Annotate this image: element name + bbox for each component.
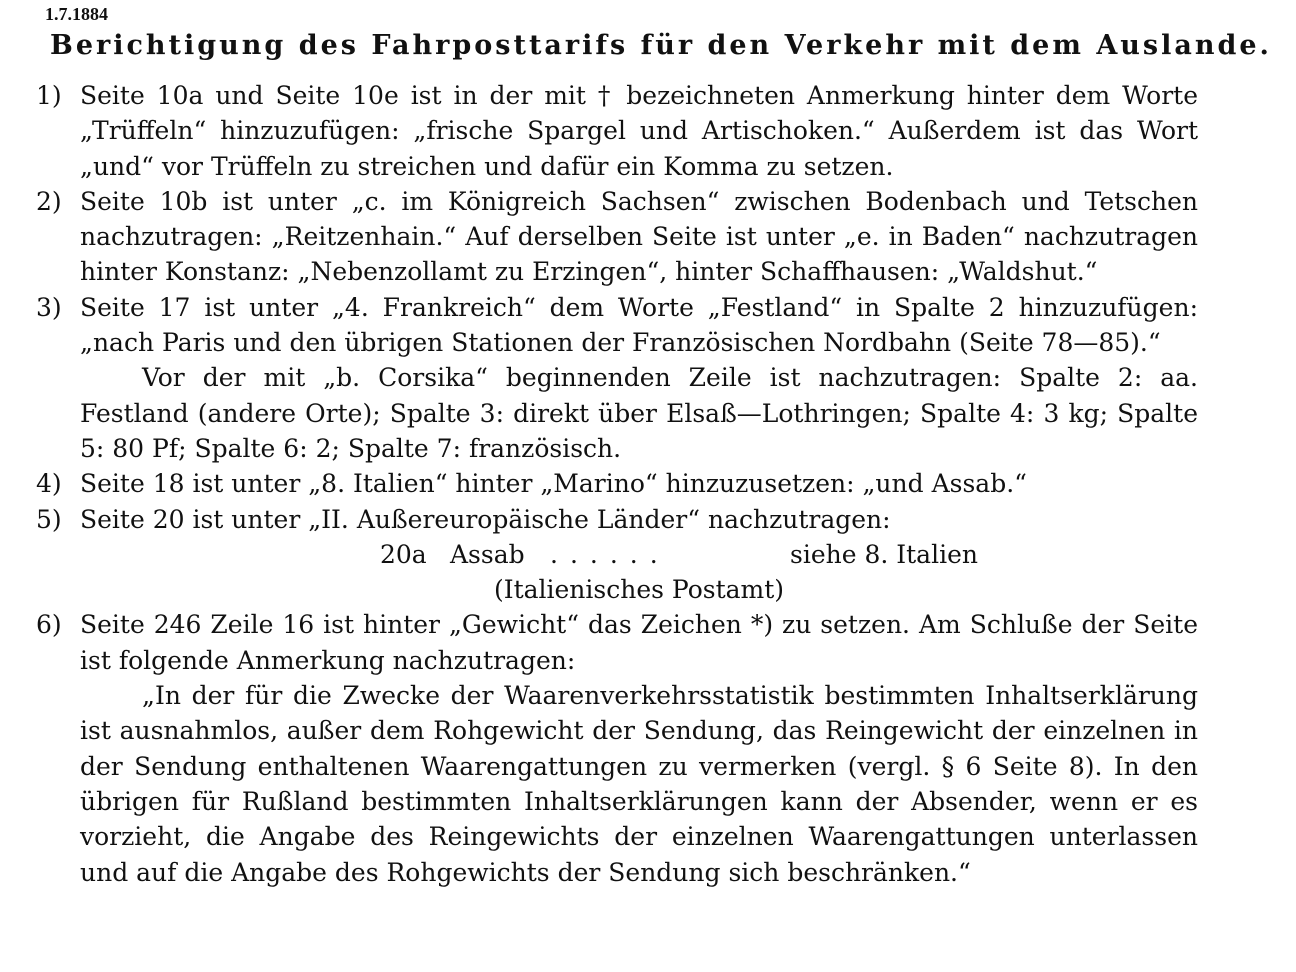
item-number: 3) (36, 292, 62, 322)
item-number: 2) (36, 186, 62, 216)
entry-dots: ...... (550, 539, 670, 569)
tariff-entry (80, 537, 1198, 572)
item-number: 4) (36, 469, 62, 499)
item-text: Seite 17 ist unter „4. Frankreich“ dem Worte „Festland“ in Spalte 2 hinzuzufügen: „nach Paris und den übrigen Stationen der Französischen Nordbahn (Seite 78—85).“ (80, 292, 1198, 358)
quoted-annotation: „In der für die Zwecke der Waarenverkehrsstatistik bestimmten Inhaltserklärung ist ausnahmlos, außer dem Rohgewicht der Sendung, das Reingewicht der einzelnen in der Sendung enthaltenen Waarengattungen zu vermerken (vergl. § 6 Seite 8). In den übrigen für Rußland bestimmten Inhaltserklärungen kann der Absender, wenn er es vorzieht, die Angabe des Reingewichts der einzelnen Waarengattungen unterlassen und auf die Angabe des Rohgewichts der Sendung sich beschränken.“ (80, 681, 1198, 887)
item-text: Seite 10a und Seite 10e ist in der mit † bezeichneten Anmerkung hinter dem Worte „Trüffeln“ hinzuzufügen: „frische Spargel und Artischoken.“ Außerdem ist das Wort „und“ vor Trüffeln zu streichen und dafür ein Komma zu setzen. (80, 81, 1198, 181)
item-text: Seite 18 ist unter „8. Italien“ hinter „Marino“ hinzuzusetzen: „und Assab.“ (80, 469, 1027, 499)
item-text: Seite 10b ist unter „c. im Königreich Sachsen“ zwischen Bodenbach und Tetschen nachzutragen: „Reitzenhain.“ Auf derselben Seite ist unter „e. in Baden“ nachzutragen hinter Konstanz: „Nebenzollamt zu Erzingen“, hinter Schaffhausen: „Waldshut.“ (80, 186, 1198, 287)
item-number: 5) (36, 504, 62, 534)
list-item-5 (36, 502, 1198, 608)
entry-page: 20a (380, 539, 427, 569)
entry-name: Assab (450, 539, 525, 569)
document-title: Berichtigung des Fahrposttarifs für den Verkehr mit dem Auslande. (50, 30, 1272, 61)
item-text: Seite 20 ist unter „II. Außereuropäische Länder“ nachzutragen: (80, 504, 891, 534)
item-number: 6) (36, 610, 62, 640)
list-item-3 (36, 290, 1198, 466)
list-item-6 (36, 607, 1198, 889)
document-body (36, 78, 1198, 890)
item-number: 1) (36, 81, 62, 110)
list-item-2 (36, 184, 1198, 290)
document-date: 1.7.1884 (45, 4, 108, 24)
list-item-1 (36, 78, 1198, 184)
entry-reference: siehe 8. Italien (790, 539, 978, 569)
list-item-4 (36, 466, 1198, 501)
item-text: Seite 246 Zeile 16 ist hinter „Gewicht“ das Zeichen *) zu setzen. Am Schluße der Seite ist folgende Anmerkung nachzutragen: (80, 610, 1198, 675)
entry-note: (Italienisches Postamt) (493, 575, 785, 605)
item-text-continuation: Vor der mit „b. Corsika“ beginnenden Zeile ist nachzutragen: Spalte 2: aa. Festland (andere Orte); Spalte 3: direkt über Elsaß—Lothringen; Spalte 4: 3 kg; Spalte 5: 80 Pf; Spalte 6: 2; Spalte 7: französisch. (80, 363, 1198, 463)
